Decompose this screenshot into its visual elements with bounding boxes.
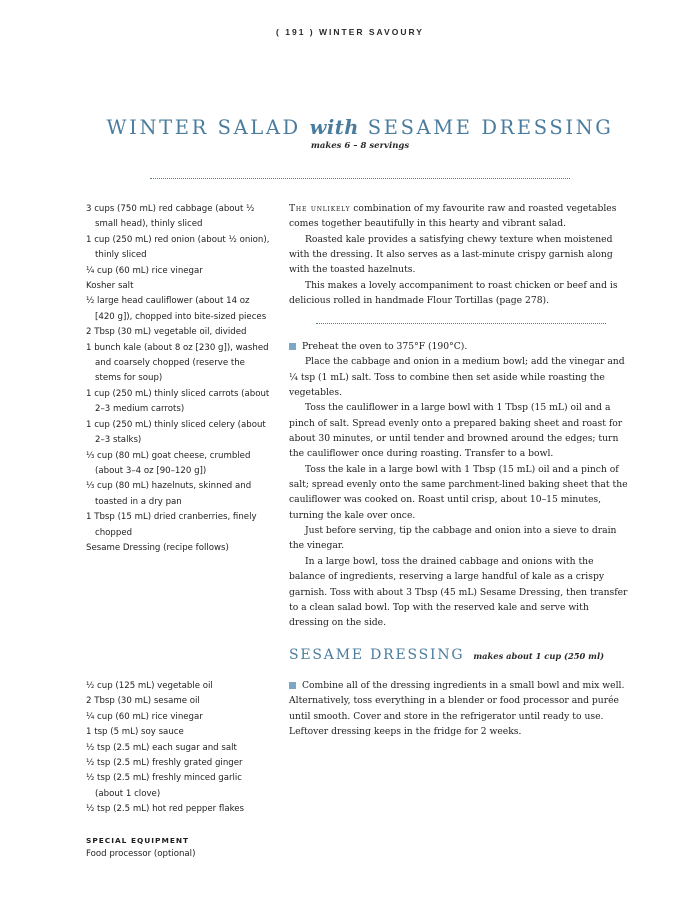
ingredient-item: ½ tsp (2.5 mL) freshly grated ginger <box>86 758 243 769</box>
ingredient-item: ½ tsp (2.5 mL) hot red pepper flakes <box>86 804 245 815</box>
ingredient-item: ¼ cup (60 mL) rice vinegar <box>86 711 203 722</box>
method-step: In a large bowl, toss the drained cabbage and onions with the balance of ingredients, reserving a large handful of kale as a crispy garnish. Toss with about 3 Tbsp (45 mL) Sesame Dressing, then transfer to a clean salad bowl. Top with the reserved kale and serve with dressing on the side. <box>289 555 628 629</box>
ingredient-item: 1 bunch kale (about 8 oz [230 g]), washed and coarsely chopped (reserve the stems for soup) <box>86 342 269 384</box>
method-step-text: Preheat the oven to 375°F (190°C). <box>302 341 468 352</box>
dressing-yield: makes about 1 cup (250 ml) <box>473 651 605 661</box>
method-step: Just before serving, tip the cabbage and onion into a sieve to drain the vinegar. <box>289 525 617 552</box>
ingredient-item: 1 cup (250 mL) thinly sliced celery (about 2–3 stalks) <box>86 419 266 446</box>
intro-text: combination of my favourite raw and roasted vegetables comes together beautifully in this hearty and vibrant salad. <box>289 203 617 230</box>
intro-paragraph: Roasted kale provides a satisfying chewy texture when moistened with the dressing. It also serves as a last-minute crispy garnish along with the toasted hazelnuts. <box>289 233 613 276</box>
special-equipment-item: Food processor (optional) <box>86 849 196 859</box>
method-step <box>289 339 631 354</box>
method-step-text: Combine all of the dressing ingredients in a small bowl and mix well. Alternatively, toss everything in a blender or food processor and purée until smooth. Cover and store in the refrigerator until ready to use. Leftover dressing keeps in the fridge for 2 weeks. <box>289 680 625 738</box>
recipe-intro <box>289 201 631 308</box>
ingredient-item: 2 Tbsp (30 mL) vegetable oil, divided <box>86 327 247 338</box>
running-head: ( 191 ) WINTER SAVOURY <box>276 27 424 37</box>
dressing-title: SESAME DRESSING <box>289 647 465 663</box>
special-equipment-heading: SPECIAL EQUIPMENT <box>86 836 190 845</box>
title-part-1: WINTER SALAD <box>106 116 301 139</box>
recipe-title <box>0 116 700 139</box>
ingredient-item: 2 Tbsp (30 mL) sesame oil <box>86 696 200 707</box>
intro-paragraph: This makes a lovely accompaniment to roast chicken or beef and is delicious rolled in handmade Flour Tortillas (page 278). <box>289 279 618 307</box>
ingredient-item: ⅓ cup (80 mL) hazelnuts, skinned and toasted in a dry pan <box>86 481 252 507</box>
dotted-divider <box>316 323 606 324</box>
ingredient-item: ½ tsp (2.5 mL) each sugar and salt <box>86 742 237 753</box>
ingredient-item: 1 Tbsp (15 mL) dried cranberries, finely chopped <box>86 512 257 538</box>
method-step <box>289 678 631 739</box>
ingredient-item: Sesame Dressing (recipe follows) <box>86 542 229 553</box>
ingredient-item: ½ cup (125 mL) vegetable oil <box>86 681 213 691</box>
ingredient-item: ½ large head cauliflower (about 14 oz [420 g]), chopped into bite-sized pieces <box>86 296 267 322</box>
dressing-heading <box>289 646 604 664</box>
ingredient-item: ½ tsp (2.5 mL) freshly minced garlic (about 1 clove) <box>86 773 243 799</box>
ingredient-item: 1 tsp (5 mL) soy sauce <box>86 727 184 738</box>
method-step: Place the cabbage and onion in a medium bowl; add the vinegar and ¼ tsp (1 mL) salt. Toss to combine then set aside while roasting the vegetables. <box>289 356 625 399</box>
dressing-method <box>289 678 631 739</box>
ingredient-item: ¼ cup (60 mL) rice vinegar <box>86 265 203 276</box>
ingredient-item: 1 cup (250 mL) thinly sliced carrots (about 2–3 medium carrots) <box>86 388 270 415</box>
ingredient-list <box>86 202 271 556</box>
square-bullet-icon <box>289 682 296 689</box>
intro-lead: The unlikely <box>289 203 351 214</box>
ingredient-item: 1 cup (250 mL) red onion (about ½ onion), thinly sliced <box>86 234 270 261</box>
intro-paragraph <box>289 201 631 232</box>
dressing-ingredient-list <box>86 679 271 818</box>
method-step: Toss the cauliflower in a large bowl with 1 Tbsp (15 mL) oil and a pinch of salt. Spread evenly onto a prepared baking sheet and roast for about 30 minutes, or until tender and browned around the edges; turn the cauliflower once during roasting. Transfer to a bowl. <box>289 402 623 460</box>
ingredient-item: 3 cups (750 mL) red cabbage (about ½ small head), thinly sliced <box>86 204 255 230</box>
method-step: Toss the kale in a large bowl with 1 Tbsp (15 mL) oil and a pinch of salt; spread evenly onto the same parchment-lined baking sheet that the cauliflower was cooked on. Roast until crisp, about 10–15 minutes, turning the kale over once. <box>289 463 628 521</box>
title-part-2: SESAME DRESSING <box>367 116 614 139</box>
ingredient-item: Kosher salt <box>86 281 134 292</box>
recipe-yield: makes 6 – 8 servings <box>310 141 410 151</box>
ingredient-item: ⅓ cup (80 mL) goat cheese, crumbled (about 3–4 oz [90–120 g]) <box>86 450 251 476</box>
dotted-divider <box>150 178 570 179</box>
square-bullet-icon <box>289 343 296 350</box>
title-with: with <box>309 116 359 139</box>
method-steps <box>289 339 631 631</box>
